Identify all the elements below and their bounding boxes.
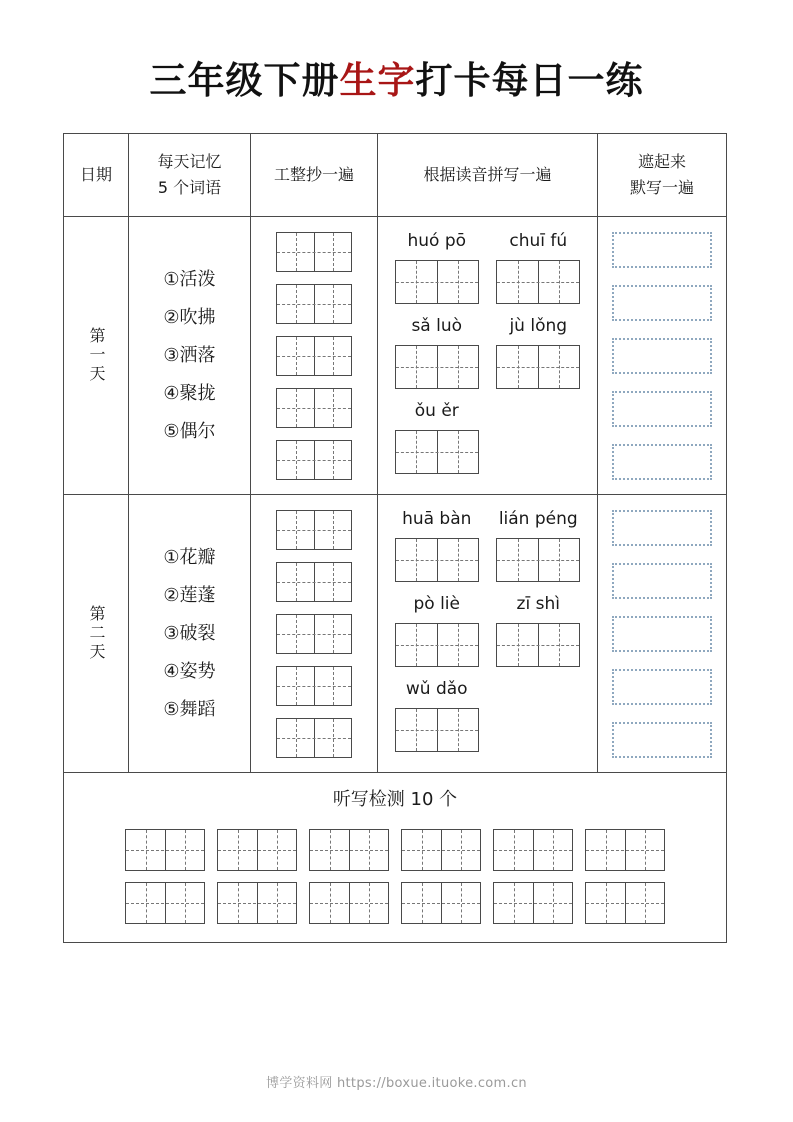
- tianzige-cell: [277, 389, 314, 427]
- tianzige-cell: [349, 830, 388, 870]
- dictation-section: [64, 773, 726, 942]
- tianzige-cell: [625, 830, 664, 870]
- tianzige-cell: [126, 883, 165, 923]
- pinyin-item: [386, 507, 488, 582]
- tianzige-box[interactable]: [395, 260, 479, 304]
- tianzige-box[interactable]: [309, 882, 389, 924]
- pinyin-label: wǔ dǎo: [405, 679, 468, 699]
- tianzige-box[interactable]: [395, 708, 479, 752]
- header-words-line2: 5 个词语: [157, 178, 222, 197]
- tianzige-cell: [538, 346, 579, 388]
- tianzige-cell: [277, 667, 314, 705]
- tianzige-cell: [314, 285, 351, 323]
- tianzige-cell: [538, 539, 579, 581]
- tianzige-cell: [314, 441, 351, 479]
- word-item: ②莲蓬: [163, 584, 216, 606]
- table-row: [64, 217, 726, 495]
- pinyin-label: chuī fú: [509, 231, 568, 251]
- tianzige-cell: [437, 261, 478, 303]
- tianzige-cell: [257, 883, 296, 923]
- tianzige-box[interactable]: [395, 430, 479, 474]
- tianzige-box[interactable]: [276, 284, 352, 324]
- header-blank-line1: 遮起来: [637, 152, 686, 171]
- tianzige-cell: [277, 719, 314, 757]
- tianzige-cell: [538, 261, 579, 303]
- tianzige-box[interactable]: [496, 623, 580, 667]
- tianzige-cell: [165, 883, 204, 923]
- tianzige-box[interactable]: [276, 232, 352, 272]
- tianzige-cell: [310, 883, 349, 923]
- tianzige-box[interactable]: [217, 882, 297, 924]
- tianzige-cell: [437, 539, 478, 581]
- tianzige-box[interactable]: [401, 829, 481, 871]
- recall-blank-cell: [598, 217, 726, 494]
- tianzige-cell: [257, 830, 296, 870]
- tianzige-cell: [538, 624, 579, 666]
- tianzige-cell: [441, 883, 480, 923]
- header-blank-line2: 默写一遍: [629, 178, 694, 197]
- word-item: ③洒落: [163, 344, 216, 366]
- tianzige-cell: [277, 441, 314, 479]
- word-item: ①花瓣: [163, 546, 216, 568]
- tianzige-cell: [497, 539, 538, 581]
- day-label: 第二天: [87, 605, 106, 662]
- recall-blank-cell: [598, 495, 726, 772]
- pinyin-cell: [378, 217, 598, 494]
- words-cell: [129, 495, 251, 772]
- pinyin-label: lián péng: [498, 509, 578, 529]
- tianzige-cell: [497, 346, 538, 388]
- pinyin-item: [488, 592, 590, 667]
- tianzige-cell: [218, 830, 257, 870]
- pinyin-label: huā bàn: [402, 509, 472, 529]
- tianzige-box[interactable]: [496, 538, 580, 582]
- tianzige-cell: [533, 883, 572, 923]
- tianzige-box[interactable]: [493, 882, 573, 924]
- dictation-title: 听写检测 10 个: [332, 789, 458, 810]
- pinyin-label: sǎ luò: [411, 316, 463, 336]
- tianzige-box[interactable]: [585, 882, 665, 924]
- dotted-write-box[interactable]: [612, 232, 712, 268]
- word-item: ①活泼: [163, 268, 216, 290]
- tianzige-cell: [533, 830, 572, 870]
- table-header-row: [64, 134, 726, 217]
- day-label-cell: [64, 217, 129, 494]
- page-title: [0, 58, 793, 104]
- tianzige-cell: [396, 431, 437, 473]
- pinyin-item: [386, 592, 488, 667]
- tianzige-cell: [497, 261, 538, 303]
- tianzige-cell: [586, 883, 625, 923]
- tianzige-box[interactable]: [276, 614, 352, 654]
- tianzige-cell: [396, 539, 437, 581]
- pinyin-item: [386, 314, 488, 389]
- dotted-write-box[interactable]: [612, 338, 712, 374]
- tianzige-cell: [402, 830, 441, 870]
- word-item: ④聚拢: [163, 382, 216, 404]
- tianzige-cell: [165, 830, 204, 870]
- header-copy-label: 工整抄一遍: [273, 165, 354, 184]
- tianzige-cell: [396, 261, 437, 303]
- pinyin-item: [488, 229, 590, 304]
- pinyin-label: huó pō: [407, 231, 467, 251]
- tianzige-cell: [314, 667, 351, 705]
- tianzige-cell: [402, 883, 441, 923]
- tianzige-box[interactable]: [401, 882, 481, 924]
- header-words: [129, 134, 251, 216]
- words-cell: [129, 217, 251, 494]
- tianzige-box[interactable]: [493, 829, 573, 871]
- tianzige-cell: [396, 709, 437, 751]
- tianzige-box[interactable]: [276, 388, 352, 428]
- title-segment-highlight: 生字: [339, 59, 416, 102]
- day-label-cell: [64, 495, 129, 772]
- tianzige-box[interactable]: [309, 829, 389, 871]
- tianzige-cell: [277, 511, 314, 549]
- tianzige-cell: [314, 719, 351, 757]
- pinyin-item: [386, 677, 488, 752]
- tianzige-cell: [277, 337, 314, 375]
- tianzige-cell: [586, 830, 625, 870]
- pinyin-cell: [378, 495, 598, 772]
- tianzige-cell: [314, 511, 351, 549]
- pinyin-label: jù lǒng: [509, 316, 568, 336]
- tianzige-cell: [437, 624, 478, 666]
- copy-practice-cell: [251, 217, 378, 494]
- header-blank: [598, 134, 726, 216]
- tianzige-cell: [277, 285, 314, 323]
- day-label: 第一天: [87, 327, 106, 384]
- tianzige-box[interactable]: [276, 718, 352, 758]
- tianzige-cell: [314, 563, 351, 601]
- dotted-write-box[interactable]: [612, 722, 712, 758]
- tianzige-cell: [314, 233, 351, 271]
- word-item: ③破裂: [163, 622, 216, 644]
- tianzige-cell: [314, 389, 351, 427]
- worksheet-table: [63, 133, 727, 943]
- tianzige-cell: [396, 346, 437, 388]
- tianzige-cell: [310, 830, 349, 870]
- tianzige-cell: [277, 563, 314, 601]
- word-item: ④姿势: [163, 660, 216, 682]
- tianzige-box[interactable]: [395, 345, 479, 389]
- pinyin-label: ǒu ěr: [414, 401, 459, 421]
- dotted-write-box[interactable]: [612, 444, 712, 480]
- tianzige-cell: [349, 883, 388, 923]
- pinyin-item: [386, 229, 488, 304]
- tianzige-box[interactable]: [276, 562, 352, 602]
- tianzige-box[interactable]: [395, 538, 479, 582]
- tianzige-box[interactable]: [276, 666, 352, 706]
- header-copy: [251, 134, 378, 216]
- dictation-grid: [64, 813, 726, 942]
- tianzige-box[interactable]: [217, 829, 297, 871]
- tianzige-cell: [314, 337, 351, 375]
- pinyin-item: [488, 314, 590, 389]
- tianzige-box[interactable]: [395, 623, 479, 667]
- tianzige-box[interactable]: [125, 829, 205, 871]
- tianzige-box[interactable]: [496, 260, 580, 304]
- tianzige-cell: [494, 883, 533, 923]
- tianzige-cell: [218, 883, 257, 923]
- table-row: [64, 495, 726, 773]
- tianzige-box[interactable]: [585, 829, 665, 871]
- dotted-write-box[interactable]: [612, 669, 712, 705]
- tianzige-cell: [441, 830, 480, 870]
- copy-practice-cell: [251, 495, 378, 772]
- tianzige-cell: [396, 624, 437, 666]
- header-date-label: 日期: [79, 165, 112, 184]
- dotted-write-box[interactable]: [612, 510, 712, 546]
- word-item: ⑤舞蹈: [163, 698, 216, 720]
- pinyin-label: zī shì: [516, 594, 560, 614]
- header-words-line1: 每天记忆: [157, 152, 222, 171]
- dotted-write-box[interactable]: [612, 616, 712, 652]
- tianzige-cell: [497, 624, 538, 666]
- tianzige-box[interactable]: [125, 882, 205, 924]
- header-date: [64, 134, 129, 216]
- tianzige-box[interactable]: [276, 510, 352, 550]
- dictation-row: [125, 882, 665, 924]
- dotted-write-box[interactable]: [612, 563, 712, 599]
- pinyin-label: pò liè: [413, 594, 460, 614]
- tianzige-box[interactable]: [276, 440, 352, 480]
- tianzige-box[interactable]: [276, 336, 352, 376]
- word-item: ⑤偶尔: [163, 420, 216, 442]
- footer-watermark: 博学资料网 https://boxue.ituoke.com.cn: [266, 1076, 527, 1091]
- word-item: ②吹拂: [163, 306, 216, 328]
- dictation-row: [125, 829, 665, 871]
- tianzige-cell: [126, 830, 165, 870]
- tianzige-cell: [314, 615, 351, 653]
- tianzige-cell: [277, 615, 314, 653]
- tianzige-cell: [494, 830, 533, 870]
- header-pinyin: [378, 134, 598, 216]
- header-pinyin-label: 根据读音拼写一遍: [423, 165, 552, 184]
- tianzige-cell: [437, 709, 478, 751]
- dotted-write-box[interactable]: [612, 285, 712, 321]
- tianzige-cell: [437, 346, 478, 388]
- pinyin-item: [386, 399, 488, 474]
- tianzige-box[interactable]: [496, 345, 580, 389]
- pinyin-item: [488, 507, 590, 582]
- title-segment-1: 三年级下册: [149, 59, 340, 102]
- title-segment-3: 打卡每日一练: [415, 59, 644, 102]
- tianzige-cell: [437, 431, 478, 473]
- tianzige-cell: [625, 883, 664, 923]
- dotted-write-box[interactable]: [612, 391, 712, 427]
- tianzige-cell: [277, 233, 314, 271]
